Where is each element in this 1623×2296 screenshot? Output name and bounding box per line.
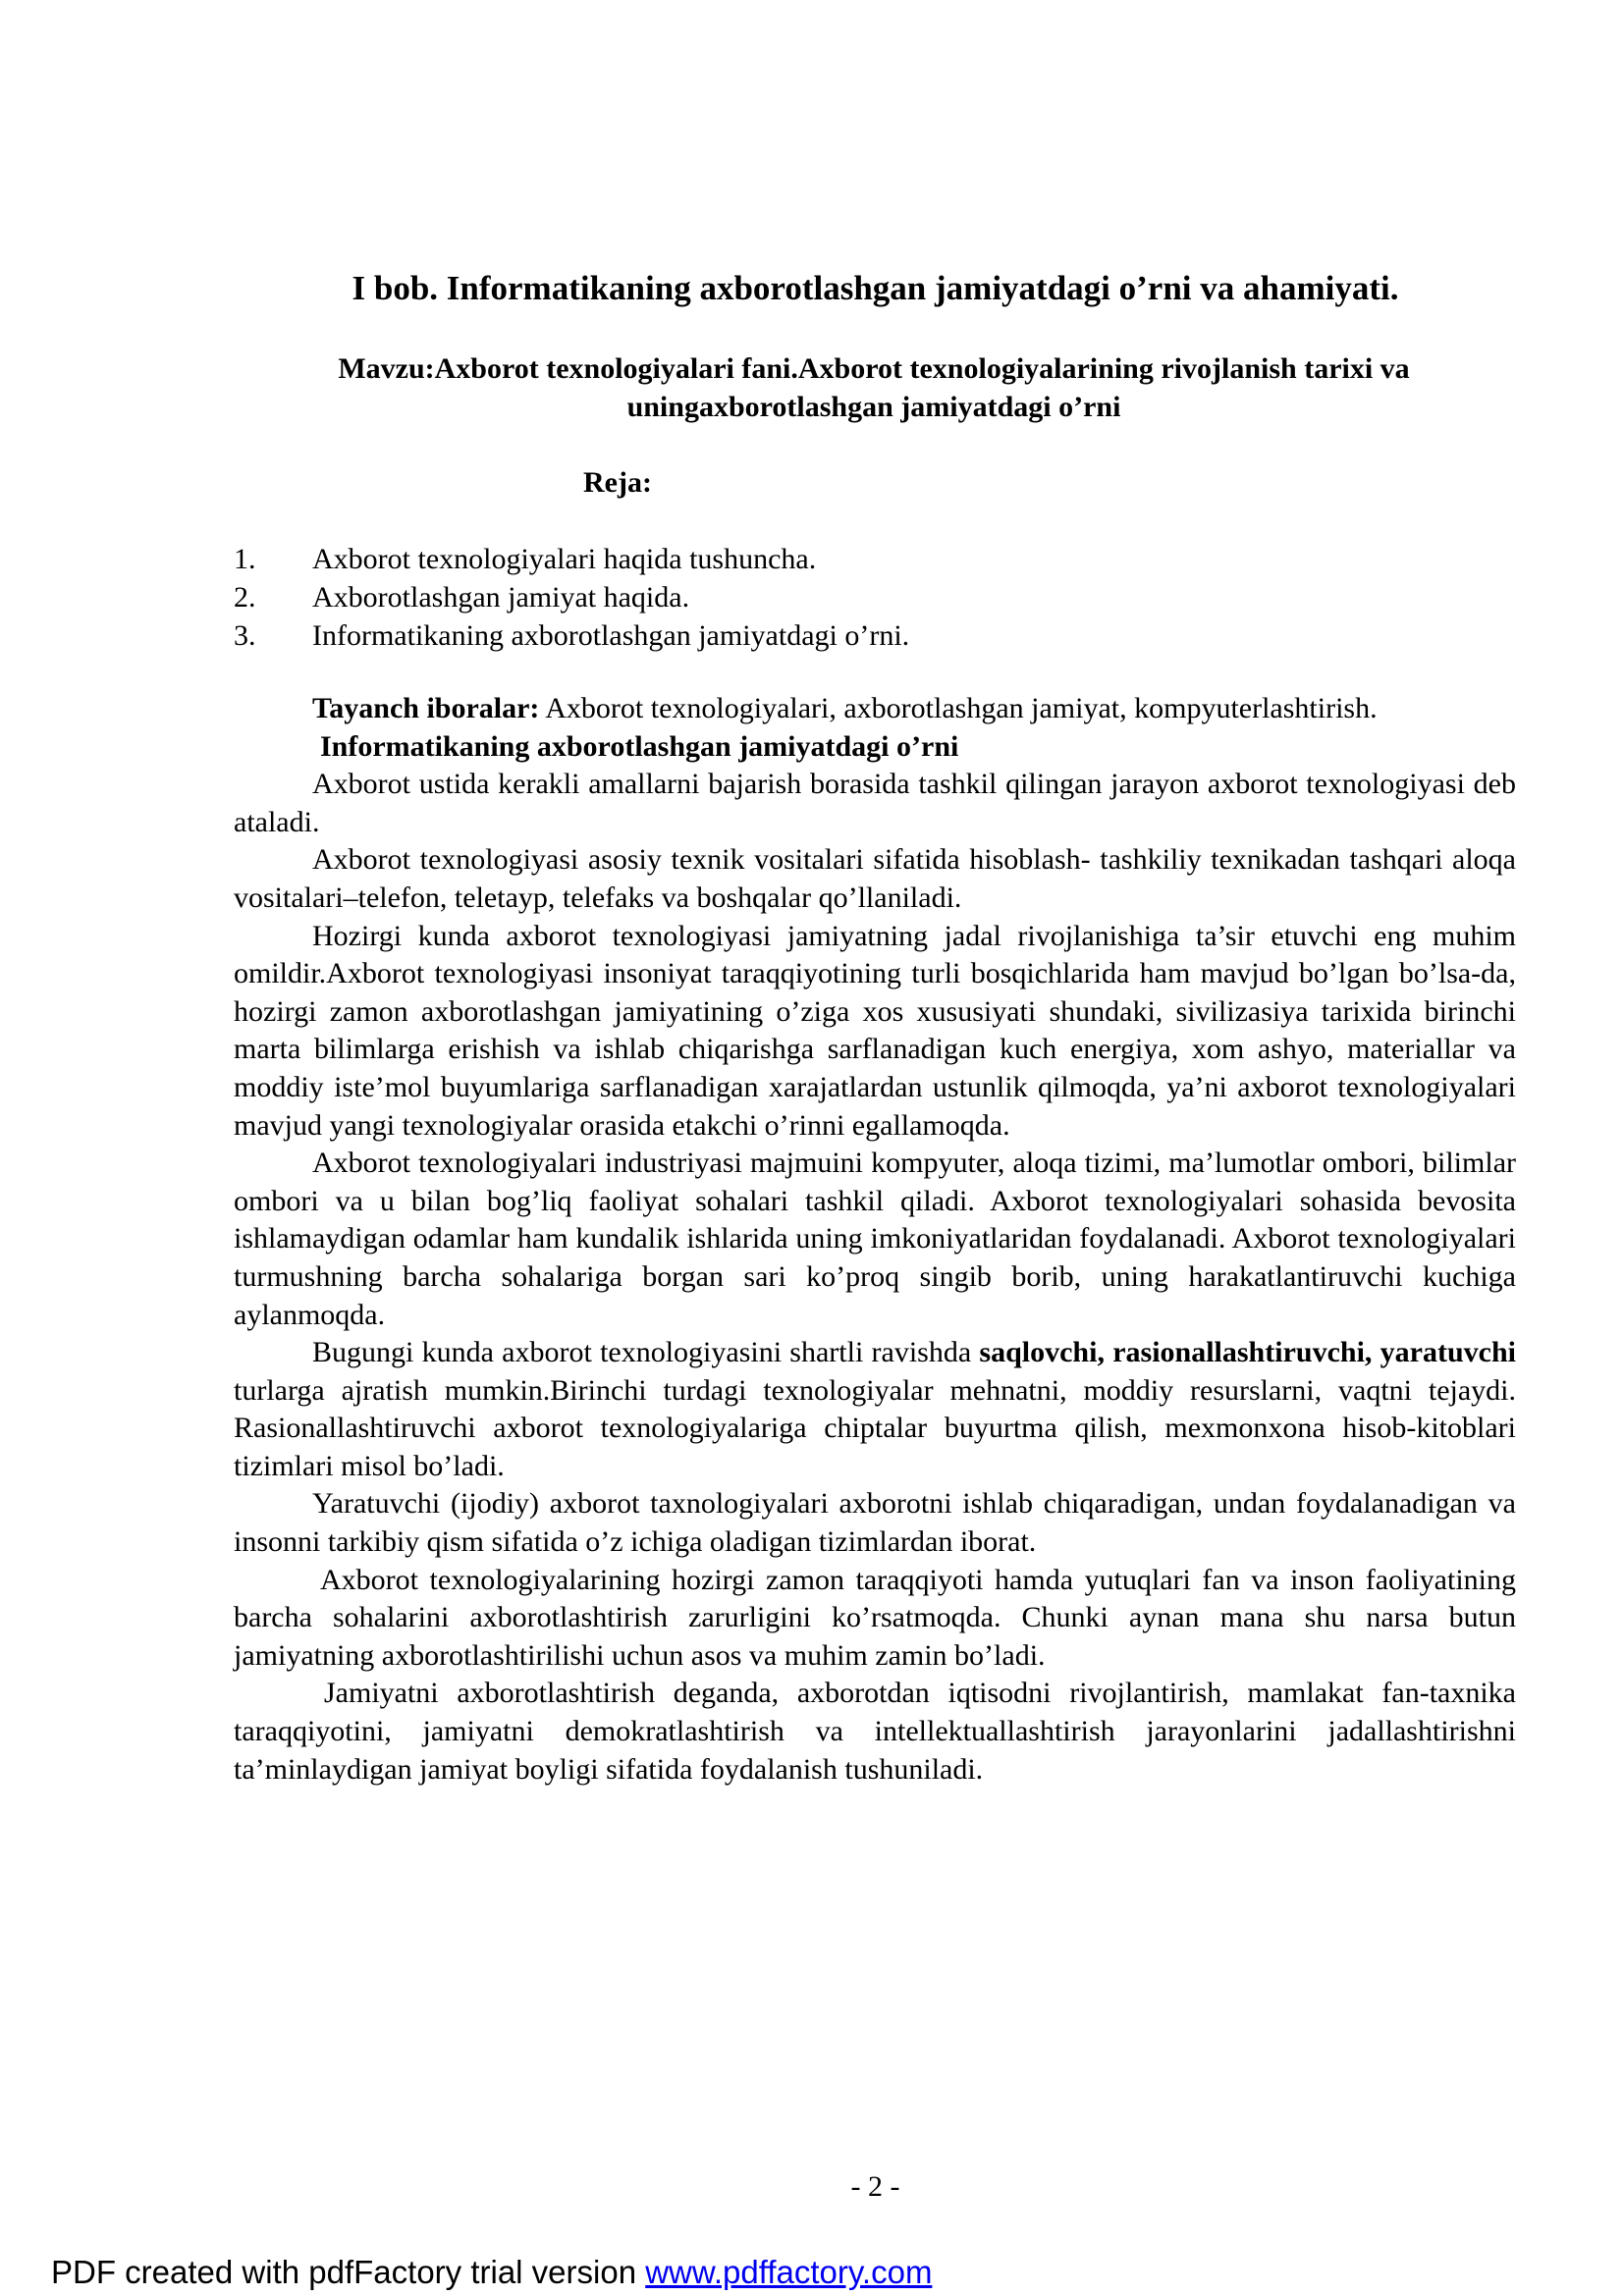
body-paragraph: Axborot texnologiyalari industriyasi majmuini kompyuter, aloqa tizimi, ma’lumotlar ombori, bilimlar ombori va u bilan bog’liq faoliyat sohalari tashkil qiladi. Axborot texnologiyalari sohasida bevosita ishlamaydigan odamlar ham kundalik ishlarida uning imkoniyatlaridan foydalanadi. Axborot texnologiyalari turmushning barcha sohalariga borgan sari ko’proq singib borib, uning harakatlantiruvchi kuchiga aylanmoqda. [234,1147,1516,1331]
plan-heading: Reja: [583,466,652,499]
page-number: - 2 - [850,2170,900,2203]
body-paragraph: Axborot texnologiyalarining hozirgi zamon taraqqiyoti hamda yutuqlari fan va inson faoliyatining barcha sohalarini axborotlashtirish zarurligini ko’rsatmoqda. Chunki aynan mana shu narsa butun jamiyatning axborotlashtirilishi uchun asos va muhim zamin bo’ladi. [234,1563,1516,1672]
plan-item-text: Axborot texnologiyalari haqida tushuncha. [312,543,817,575]
plan-item-text: Informatikaning axborotlashgan jamiyatdagi o’rni. [312,619,910,652]
keywords-text: Axborot texnologiyalari, axborotlashgan jamiyat, kompyuterlashtirish. [539,692,1378,724]
plan-item [234,540,1510,578]
topic-subtitle-line-1: Mavzu:Axborot texnologiyalari fani.Axborot texnologiyalarining rivojlanish tarixi va [338,352,1410,385]
paragraph-text: Bugungi kunda axborot texnologiyasini shartli ravishda [312,1336,980,1369]
keywords-label: Tayanch iboralar: [312,692,540,724]
body-paragraph: Jamiyatni axborotlashtirish deganda, axborotdan iqtisodni rivojlantirish, mamlakat fan-taxnika taraqqiyotini, jamiyatni demokratlashtirish va intellektuallashtirish jarayonlarini jadallashtirishni ta’minlaydigan jamiyat boyligi sifatida foydalanish tushuniladi. [234,1677,1516,1786]
keywords-paragraph [234,690,1516,728]
footer-text: PDF created with pdfFactory trial version [51,2254,646,2290]
paragraph-text: turlarga ajratish mumkin.Birinchi turdagi texnologiyalar mehnatni, moddiy resurslarni, vaqtni tejaydi. Rasionallashtiruvchi axborot texnologiyalariga chiptalar buyurtma qilish, mexmonxona hisob-kitoblari tizimlari misol bo’ladi. [234,1373,1516,1482]
body-paragraph: Yaratuvchi (ijodiy) axborot taxnologiyalari axborotni ishlab chiqaradigan, undan foydalanadigan va insonni tarkibiy qism sifatida o’z ichiga oladigan tizimlardan iborat. [234,1487,1516,1559]
body-paragraph: Axborot texnologiyasi asosiy texnik vositalari sifatida hisoblash- tashkiliy texnikadan tashqari aloqa vositalari–telefon, teletayp, telefaks va boshqalar qo’llaniladi. [234,843,1516,914]
bold-terms: saqlovchi, rasionallashtiruvchi, yaratuvchi [979,1336,1516,1369]
plan-item-number: 2. [234,581,256,614]
topic-subtitle-line-2: uningaxborotlashgan jamiyatdagi o’rni [626,391,1121,423]
body-paragraph: Hozirgi kunda axborot texnologiyasi jamiyatning jadal rivojlanishiga ta’sir etuvchi eng muhim omildir.Axborot texnologiyasi insoniyat taraqqiyotining turli bosqichlarida ham mavjud bo’lgan bo’lsa-da, hozirgi zamon axborotlashgan jamiyatining o’ziga xos xususiyati shundaki, sivilizasiya tarixida birinchi marta bilimlarga erishish va ishlab chiqarishga sarflanadigan kuch energiya, xom ashyo, materiallar va moddiy iste’mol buyumlariga sarflanadigan xarajatlardan ustunlik qilmoqda, ya’ni axborot texnologiyalari mavjud yangi texnologiyalar orasida etakchi o’rinni egallamoqda. [234,919,1516,1142]
pdffactory-link[interactable]: www.pdffactory.com [645,2254,933,2290]
plan-item-text: Axborotlashgan jamiyat haqida. [312,581,690,614]
topic-subtitle [236,349,1512,426]
body-paragraph [234,1334,1516,1485]
section-heading: Informatikaning axborotlashgan jamiyatdagi o’rni [320,729,959,763]
plan-item-number: 3. [234,619,256,652]
plan-item [234,578,1510,616]
plan-item [234,616,1510,655]
document-body [234,690,1516,1789]
plan-list [234,540,1510,655]
body-paragraph: Axborot ustida kerakli amallarni bajarish borasida tashkil qilingan jarayon axborot texnologiyasi deb ataladi. [234,768,1516,838]
pdf-footer [51,2253,932,2292]
chapter-title: I bob. Informatikaning axborotlashgan jamiyatdagi o’rni va ahamiyati. [352,269,1399,307]
plan-item-number: 1. [234,543,256,575]
